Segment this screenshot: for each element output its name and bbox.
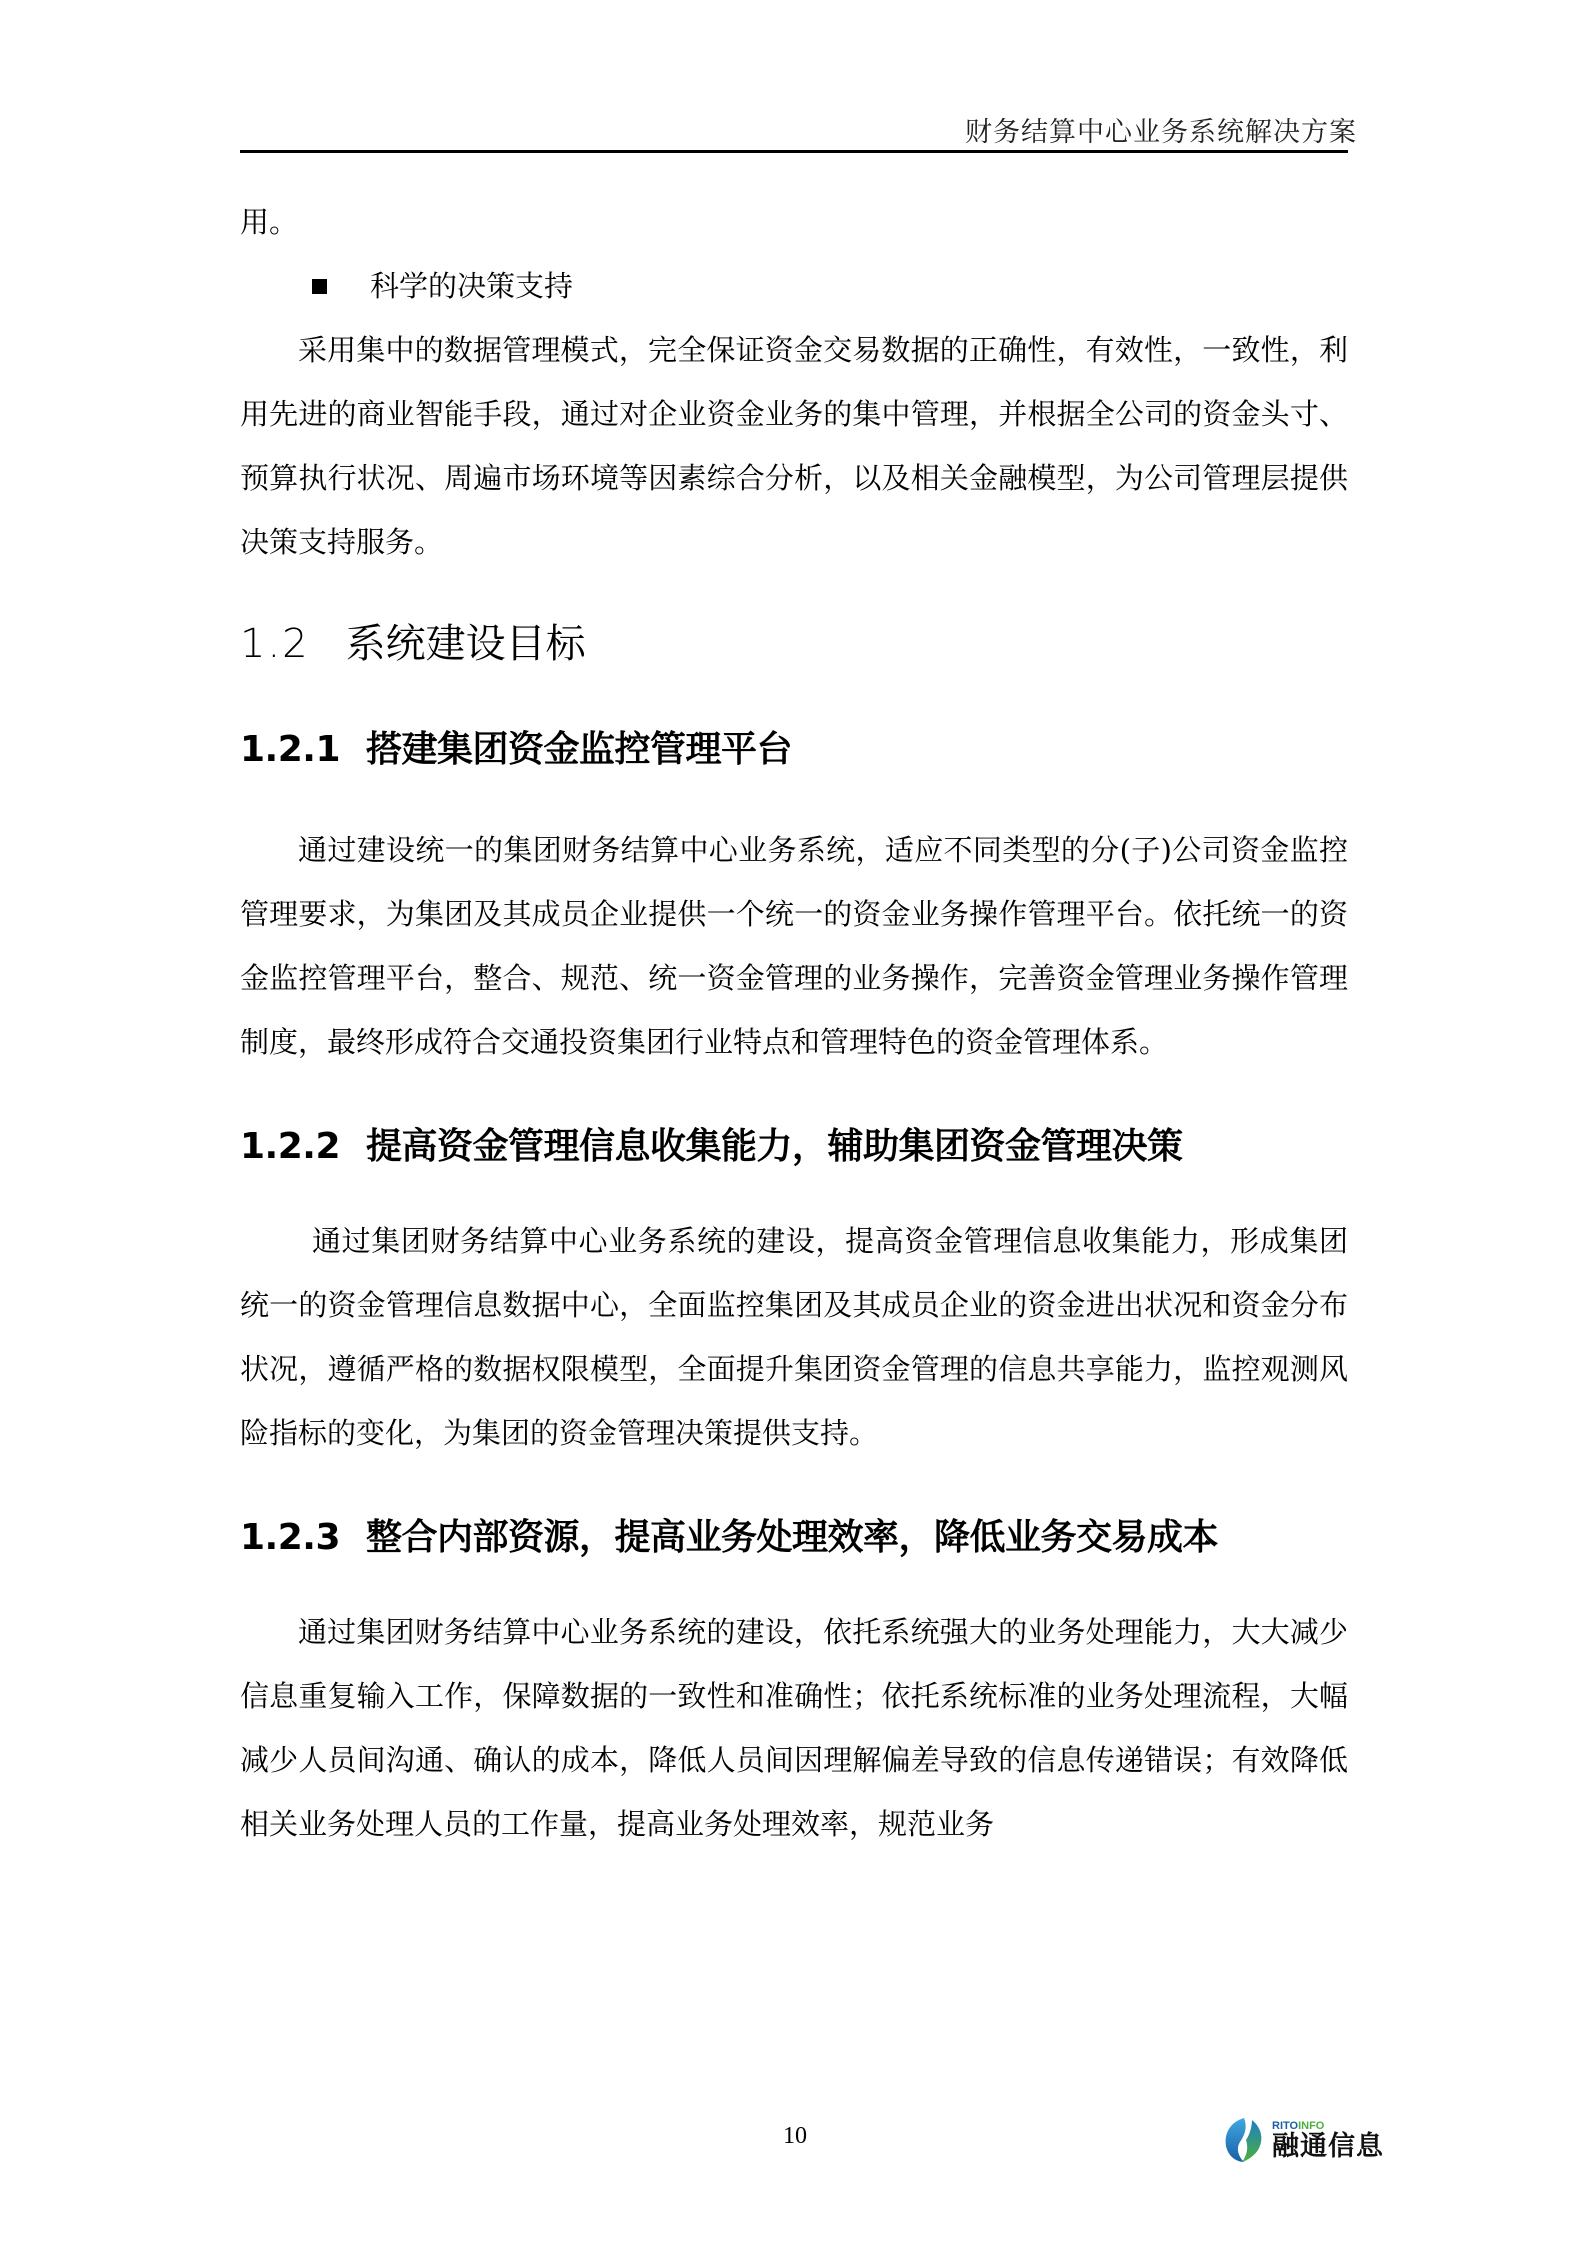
section-title: 搭建集团资金监控管理平台 [366, 729, 793, 770]
bullet-item [312, 254, 1348, 318]
running-header-title: 财务结算中心业务系统解决方案 [965, 117, 1357, 148]
section-number: 1.2.3 [240, 1517, 340, 1558]
paragraph-1-2-1: 通过建设统一的集团财务结算中心业务系统，适应不同类型的分(子)公司资金监控管理要求，为集团及其成员企业提供一个统一的资金业务操作管理平台。依托统一的资金监控管理平台，整合、规范、统一资金管理的业务操作，完善资金管理业务操作管理制度，最终形成符合交通投资集团行业特点和管理特色的资金管理体系。 [240, 833, 1348, 1059]
section-title: 整合内部资源，提高业务处理效率，降低业务交易成本 [366, 1517, 1219, 1558]
section-title: 提高资金管理信息收集能力，辅助集团资金管理决策 [366, 1126, 1183, 1167]
page-number: 10 [783, 2123, 807, 2149]
logo-english-name: RITOINFO [1272, 2119, 1325, 2132]
paragraph-1-2-3: 通过集团财务结算中心业务系统的建设，依托系统强大的业务处理能力，大大减少信息重复输入工作，保障数据的一致性和准确性；依托系统标准的业务处理流程，大幅减少人员间沟通、确认的成本，降低人员间因理解偏差导致的信息传递错误；有效降低相关业务处理人员的工作量，提高业务处理效率，规范业务 [240, 1615, 1348, 1841]
section-number: 1.2.1 [240, 729, 340, 770]
section-title: 系统建设目标 [345, 621, 586, 667]
paragraph-1-2-2: 通过集团财务结算中心业务系统的建设，提高资金管理信息收集能力，形成集团统一的资金管理信息数据中心，全面监控集团及其成员企业的资金进出状况和资金分布状况，遵循严格的数据权限模型，全面提升集团资金管理的信息共享能力，监控观测风险指标的变化，为集团的资金管理决策提供支持。 [240, 1224, 1348, 1450]
paragraph-decision-support: 采用集中的数据管理模式，完全保证资金交易数据的正确性，有效性，一致性，利用先进的商业智能手段，通过对企业资金业务的集中管理，并根据全公司的资金头寸、预算执行状况、周遍市场环境等因素综合分析，以及相关金融模型，为公司管理层提供决策支持服务。 [240, 333, 1348, 559]
continuation-text: 用。 [240, 205, 299, 239]
section-number: 1.2 [240, 621, 310, 667]
company-logo [1222, 2116, 1384, 2164]
header-divider [240, 150, 1348, 153]
bullet-label: 科学的决策支持 [370, 269, 574, 303]
section-heading-1-2-3 [240, 1509, 1348, 1560]
ritoinfo-logo-icon [1222, 2116, 1266, 2164]
logo-chinese-name: 融通信息 [1272, 2130, 1384, 2162]
section-heading-1-2 [240, 612, 1348, 669]
section-number: 1.2.2 [240, 1126, 340, 1167]
page-content [240, 190, 1348, 1856]
black-square-bullet-icon [312, 279, 327, 294]
section-heading-1-2-2 [240, 1118, 1348, 1169]
section-heading-1-2-1 [240, 721, 1348, 772]
